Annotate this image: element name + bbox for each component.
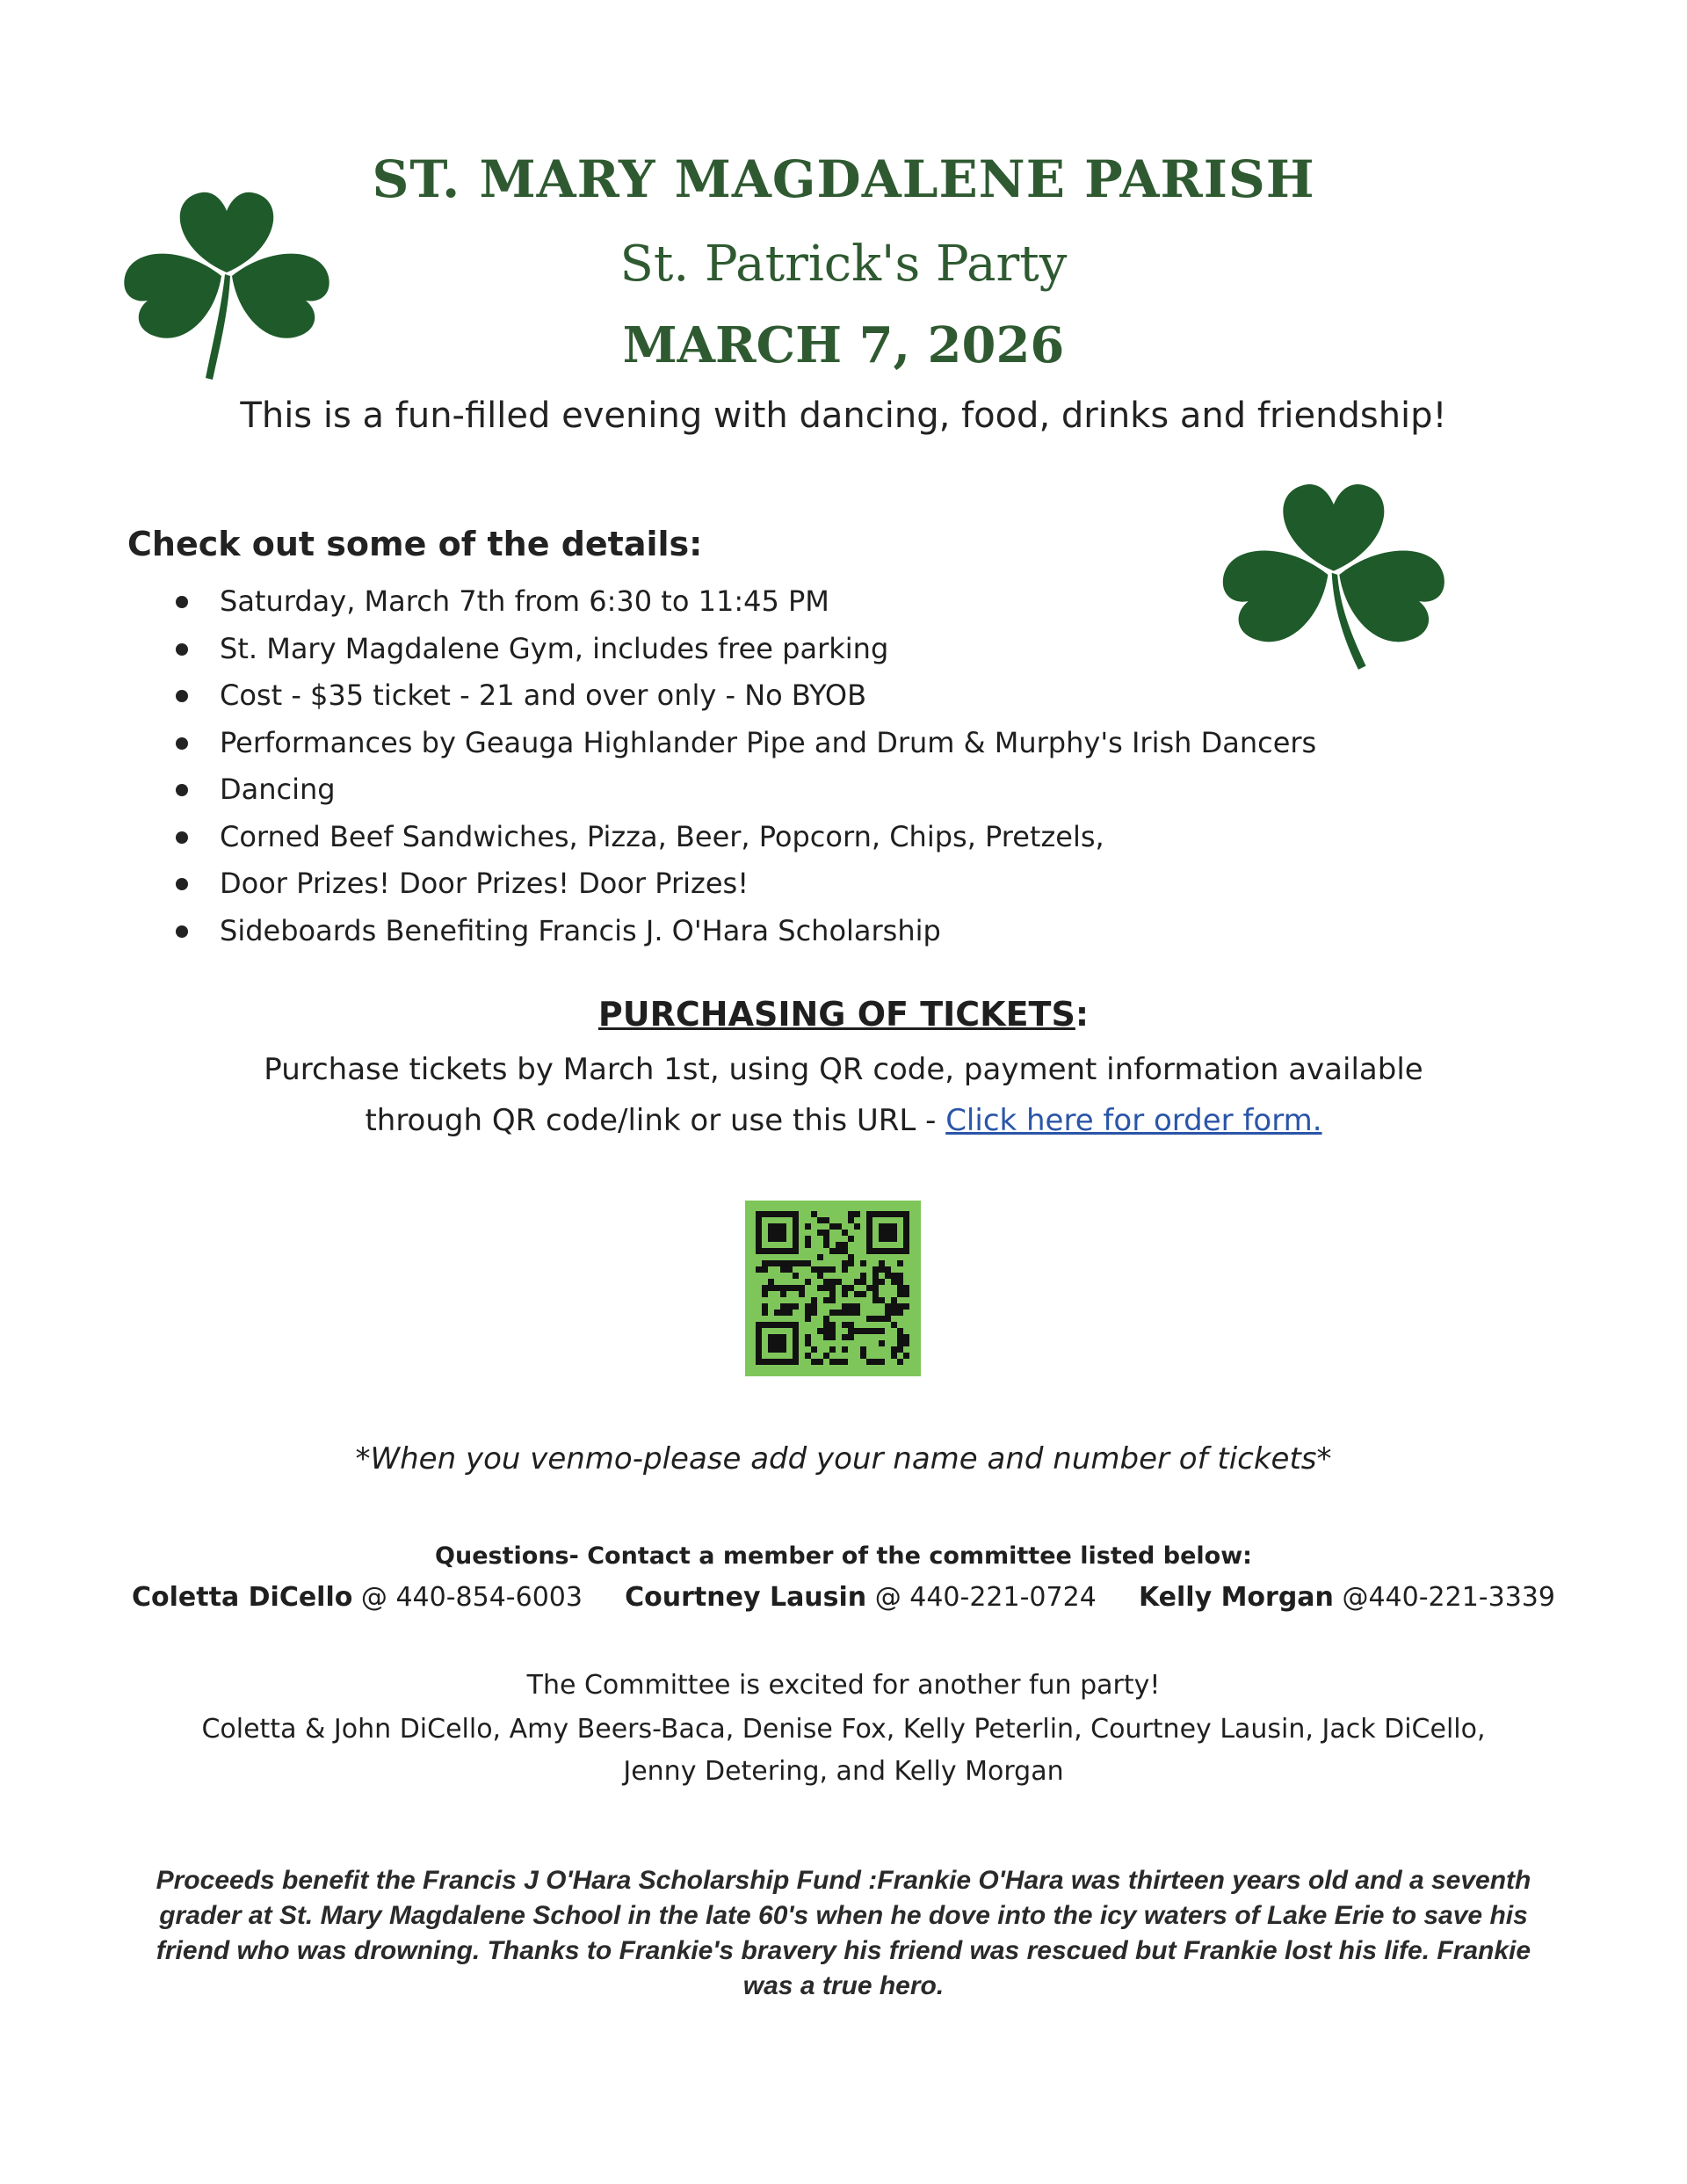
qr-code-icon[interactable] <box>745 1201 921 1376</box>
venmo-note: *When you venmo-please add your name and number of tickets* <box>355 1441 1332 1477</box>
bullet-icon <box>176 596 188 608</box>
contact-item: Coletta DiCello @ 440-854-6003 <box>132 1582 583 1613</box>
list-item: Dancing <box>176 766 1316 814</box>
list-item: Cost - $35 ticket - 21 and over only - No BYOB <box>176 672 1316 720</box>
bullet-icon <box>176 831 188 844</box>
bullet-icon <box>176 925 188 938</box>
list-item: Door Prizes! Door Prizes! Door Prizes! <box>176 860 1316 908</box>
list-item: Saturday, March 7th from 6:30 to 11:45 PM <box>176 578 1316 626</box>
list-item: Corned Beef Sandwiches, Pizza, Beer, Popcorn, Chips, Pretzels, <box>176 814 1316 861</box>
event-date: MARCH 7, 2026 <box>622 316 1065 374</box>
questions-heading: Questions- Contact a member of the committee listed below: <box>435 1542 1252 1570</box>
order-form-link[interactable]: Click here for order form. <box>945 1103 1322 1138</box>
bullet-icon <box>176 878 188 890</box>
bullet-icon <box>176 784 188 796</box>
bullet-icon <box>176 643 188 656</box>
bullet-icon <box>176 690 188 702</box>
list-item: St. Mary Magdalene Gym, includes free parking <box>176 626 1316 673</box>
details-heading: Check out some of the details: <box>127 525 703 563</box>
tagline: This is a fun-filled evening with dancing, food, drinks and friendship! <box>240 395 1447 436</box>
bullet-icon <box>176 737 188 750</box>
tickets-instructions: Purchase tickets by March 1st, using QR code, payment information available <box>264 1052 1423 1087</box>
proceeds-paragraph: Proceeds benefit the Francis J O'Hara Scholarship Fund :Frankie O'Hara was thirteen years old and a seventh grader at St. Mary Magdalene School in the late 60's when he dove into the icy waters of Lake Erie to save his friend who was drowning. Thanks to Frankie's bravery his friend was rescued but Frankie lost his life. Frankie was a true hero. <box>156 1866 1531 2000</box>
committee-message: The Committee is excited for another fun party! <box>526 1670 1161 1701</box>
qr-code-graphic <box>745 1201 921 1376</box>
contact-item: Kelly Morgan @440-221-3339 <box>1138 1582 1555 1613</box>
contact-item: Courtney Lausin @ 440-221-0724 <box>625 1582 1097 1613</box>
tickets-heading: PURCHASING OF TICKETS: <box>597 995 1090 1034</box>
details-list <box>176 578 1316 954</box>
committee-members: Jenny Detering, and Kelly Morgan <box>623 1756 1064 1787</box>
list-item: Sideboards Benefiting Francis J. O'Hara Scholarship <box>176 908 1316 955</box>
tickets-instructions-link-line: through QR code/link or use this URL - Click here for order form. <box>365 1103 1322 1138</box>
event-title: St. Patrick's Party <box>619 236 1068 293</box>
list-item: Performances by Geauga Highlander Pipe and Drum & Murphy's Irish Dancers <box>176 720 1316 767</box>
committee-members: Coletta & John DiCello, Amy Beers-Baca, Denise Fox, Kelly Peterlin, Courtney Lausin, Jack DiCello, <box>201 1714 1486 1745</box>
contact-list <box>132 1582 1555 1613</box>
parish-title: ST. MARY MAGDALENE PARISH <box>372 149 1315 209</box>
